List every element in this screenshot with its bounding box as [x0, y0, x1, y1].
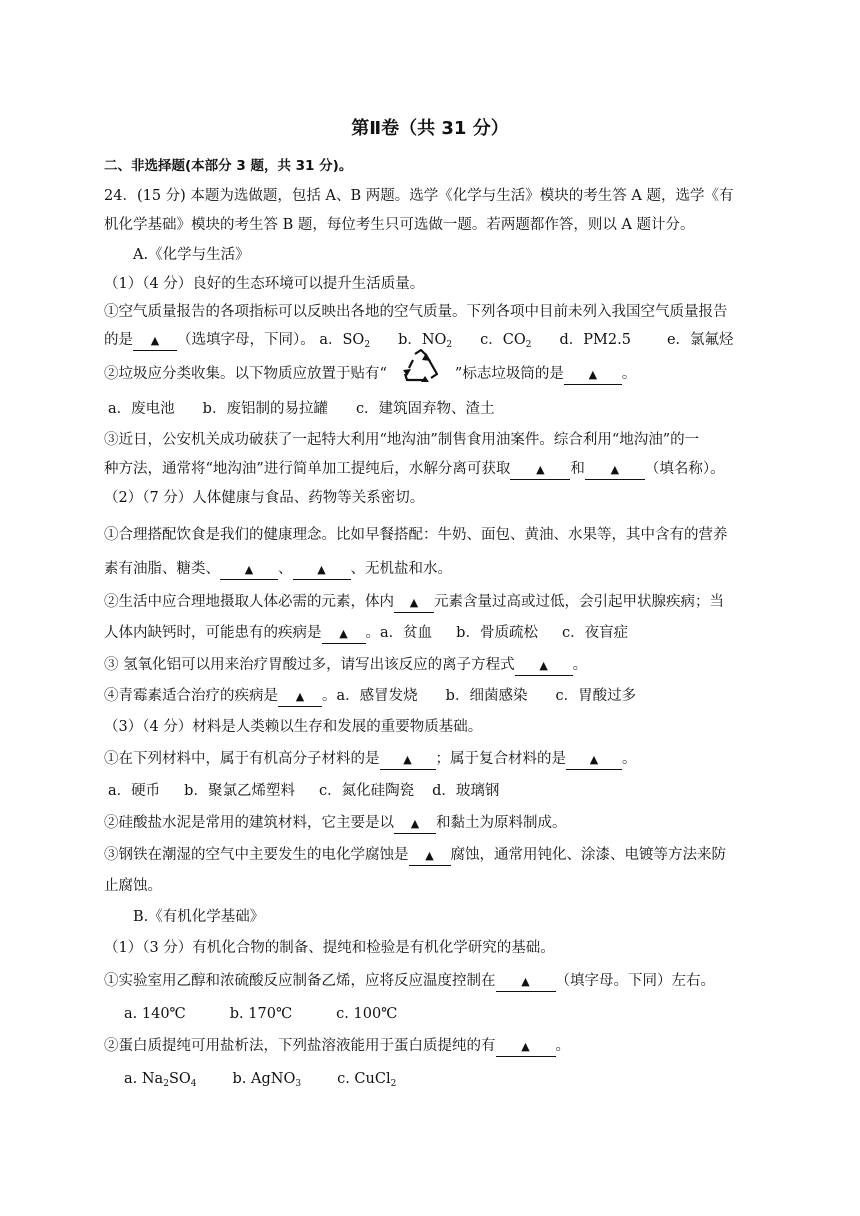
question-text: （填字母。下同）左右。	[555, 973, 715, 989]
blank-mark: ▲	[610, 463, 620, 476]
part-b-1-q2-options	[124, 1069, 396, 1089]
option-a: a. $Na_2SO_4$	[124, 1071, 197, 1089]
part-a-1-q3-line1: ③近日，公安机关成功破获了一起特大利用“地沟油”制售食用油案件。综合利用“地沟油”的一	[104, 432, 700, 448]
answer-blank[interactable]	[515, 656, 573, 676]
part-a-2-q2-line2	[104, 623, 628, 644]
blank-mark: ▲	[539, 659, 548, 672]
option-b: b．$NO_2$	[398, 332, 453, 350]
option-b: b. 170℃	[229, 1006, 293, 1022]
part-a-2-q3-line	[104, 655, 587, 676]
part-b-1-q2-line	[104, 1036, 570, 1057]
part-a-2-q1-line1: ①合理搭配饮食是我们的健康理念。比如早餐搭配：牛奶、面包、黄油、水果等，其中含有的营养	[104, 527, 728, 543]
answer-blank[interactable]	[394, 814, 436, 834]
part-a-1-q1-line1: ①空气质量报告的各项指标可以反映出各地的空气质量。下列各项中目前未列入我国空气质量报告	[104, 304, 728, 320]
question-text: 元素含量过高或过低，会引起甲状腺疾病；当	[434, 594, 724, 610]
option-c: c．胃酸过多	[555, 688, 637, 704]
option-a: a．废电池	[108, 401, 175, 417]
part-a-1-q3-line2	[104, 459, 725, 480]
answer-blank[interactable]	[293, 560, 351, 580]
q24-intro-line1: 24．(15 分) 本题为选做题，包括 A、B 两题。选学《化学与生活》模块的考生答 A 题，选学《有	[104, 188, 734, 204]
option-c: c. 100℃	[336, 1006, 398, 1022]
answer-blank[interactable]	[394, 593, 434, 613]
answer-blank[interactable]	[133, 331, 177, 351]
part-a-3-q1-options	[108, 781, 499, 801]
blank-mark: ▲	[536, 463, 545, 476]
part-a-2-q1-line2	[104, 559, 452, 580]
question-text: 种方法，通常将“地沟油”进行简单加工提纯后，水解分离可获取	[104, 461, 511, 477]
answer-blank[interactable]	[496, 1037, 556, 1057]
option-b: b. AgNO$_3$	[232, 1071, 302, 1089]
answer-blank[interactable]	[322, 624, 366, 644]
part-a-1-heading: （1）（4 分）良好的生态环境可以提升生活质量。	[104, 276, 425, 292]
part-a-3-q1-line	[104, 749, 637, 770]
option-a: a．感冒发烧	[336, 688, 418, 704]
option-a: a．贫血	[380, 625, 433, 641]
blank-mark: ▲	[339, 627, 348, 640]
question-text: （选填字母，下同）。	[177, 332, 315, 348]
part-a-3-heading: （3）（4 分）材料是人类赖以生存和发展的重要物质基础。	[104, 719, 483, 735]
part-a-3-q2-line	[104, 813, 567, 834]
option-c: c．夜盲症	[561, 625, 629, 641]
question-text: 和	[570, 461, 585, 477]
blank-mark: ▲	[425, 849, 434, 862]
page-title: 第Ⅱ卷（共 31 分）	[351, 118, 509, 139]
question-text: ；属于复合材料的是	[435, 751, 566, 767]
question-text: ②垃圾应分类收集。以下物质应放置于贴有“	[104, 366, 387, 382]
q24-intro-line2: 机化学基础》模块的考生答 B 题，每位考生只可选做一题。若两题都作答，则以 A 题计分。	[104, 217, 695, 233]
part-b-1-q1-line	[104, 971, 715, 992]
recycle-icon	[401, 348, 441, 390]
part-b-1-q1-options	[124, 1004, 397, 1024]
question-text: ③ 氢氧化铝可以用来治疗胃酸过多，请写出该反应的离子方程式	[104, 657, 515, 673]
blank-mark: ▲	[589, 753, 599, 766]
punct: 。	[365, 625, 380, 641]
answer-blank[interactable]	[278, 687, 322, 707]
option-a: a．硬币	[108, 783, 161, 799]
option-c: c．氮化硅陶瓷	[318, 783, 415, 799]
punct: 、	[278, 561, 293, 577]
blank-mark: ▲	[521, 1040, 530, 1053]
option-b: b．聚氯乙烯塑料	[184, 783, 295, 799]
option-d: d．PM2.5	[559, 332, 631, 348]
blank-mark: ▲	[403, 753, 412, 766]
question-text: ①在下列材料中，属于有机高分子材料的是	[104, 751, 380, 767]
punct: 。	[555, 1038, 570, 1054]
part-a-2-q4-line	[104, 686, 636, 707]
punct: 。	[622, 751, 637, 767]
blank-mark: ▲	[244, 563, 254, 576]
question-text: 人体内缺钙时，可能患有的疾病是	[104, 625, 322, 641]
question-text: 、无机盐和水。	[350, 561, 452, 577]
answer-blank[interactable]	[496, 972, 556, 992]
punct: 。	[572, 657, 588, 673]
answer-blank[interactable]	[585, 460, 645, 480]
option-b: b．细菌感染	[445, 688, 528, 704]
part-a-1-q2-options	[108, 399, 495, 419]
blank-mark: ▲	[409, 596, 419, 609]
blank-mark: ▲	[588, 368, 598, 381]
answer-blank[interactable]	[566, 750, 622, 770]
answer-blank[interactable]	[220, 560, 278, 580]
option-c: c．$CO_2$	[480, 332, 532, 350]
answer-blank[interactable]	[510, 460, 570, 480]
punct: 。	[621, 366, 637, 382]
blank-mark: ▲	[150, 334, 160, 347]
question-text: 和黏土为原料制成。	[436, 815, 567, 831]
question-text: 腐蚀，通常用钝化、涂漆、电镀等方法来防	[450, 847, 726, 863]
part-b-1-heading: （1）（3 分）有机化合物的制备、提纯和检验是有机化学研究的基础。	[104, 940, 555, 956]
part-a-heading: A.《化学与生活》	[133, 247, 250, 263]
part-a-3-q3-line1	[104, 845, 726, 866]
question-text: 素有油脂、糖类、	[104, 561, 220, 577]
question-text: ②硅酸盐水泥是常用的建筑材料，它主要是以	[104, 815, 394, 831]
question-text: ①实验室用乙醇和浓硫酸反应制备乙烯，应将反应温度控制在	[104, 973, 496, 989]
answer-blank[interactable]	[409, 846, 451, 866]
question-text: ③钢铁在潮湿的空气中主要发生的电化学腐蚀是	[104, 847, 409, 863]
punct: 。	[322, 688, 337, 704]
option-a: a. 140℃	[124, 1006, 186, 1022]
question-text: ④青霉素适合治疗的疾病是	[104, 688, 278, 704]
part-b-heading: B.《有机化学基础》	[133, 909, 265, 925]
part-a-2-heading: （2）（7 分）人体健康与食品、药物等关系密切。	[104, 490, 425, 506]
option-a: a．$SO_2$	[319, 332, 371, 350]
question-text: （填名称）。	[644, 461, 725, 477]
section-heading: 二、非选择题(本部分 3 题，共 31 分)。	[104, 158, 353, 174]
option-b: b．废铝制的易拉罐	[202, 401, 328, 417]
option-d: d．玻璃钢	[432, 783, 500, 799]
option-c: c. CuCl$_2$	[337, 1071, 397, 1089]
answer-blank[interactable]	[380, 750, 436, 770]
question-text: ②蛋白质提纯可用盐析法，下列盐溶液能用于蛋白质提纯的有	[104, 1038, 496, 1054]
question-text: 的是	[104, 332, 133, 348]
blank-mark: ▲	[295, 690, 305, 703]
part-a-3-q3-line2: 止腐蚀。	[104, 878, 162, 894]
question-text: ②生活中应合理地摄取人体必需的元素，体内	[104, 594, 394, 610]
option-e: e．氯氟烃	[666, 332, 734, 348]
question-text: ”标志垃圾筒的是	[454, 366, 564, 382]
part-a-2-q2-line1	[104, 592, 724, 613]
answer-blank[interactable]	[564, 365, 622, 385]
part-a-1-q2-line	[104, 358, 636, 390]
blank-mark: ▲	[410, 817, 420, 830]
option-b: b．骨质疏松	[456, 625, 538, 641]
blank-mark: ▲	[317, 563, 326, 576]
blank-mark: ▲	[521, 975, 530, 988]
option-c: c．建筑固弃物、渣土	[355, 401, 495, 417]
